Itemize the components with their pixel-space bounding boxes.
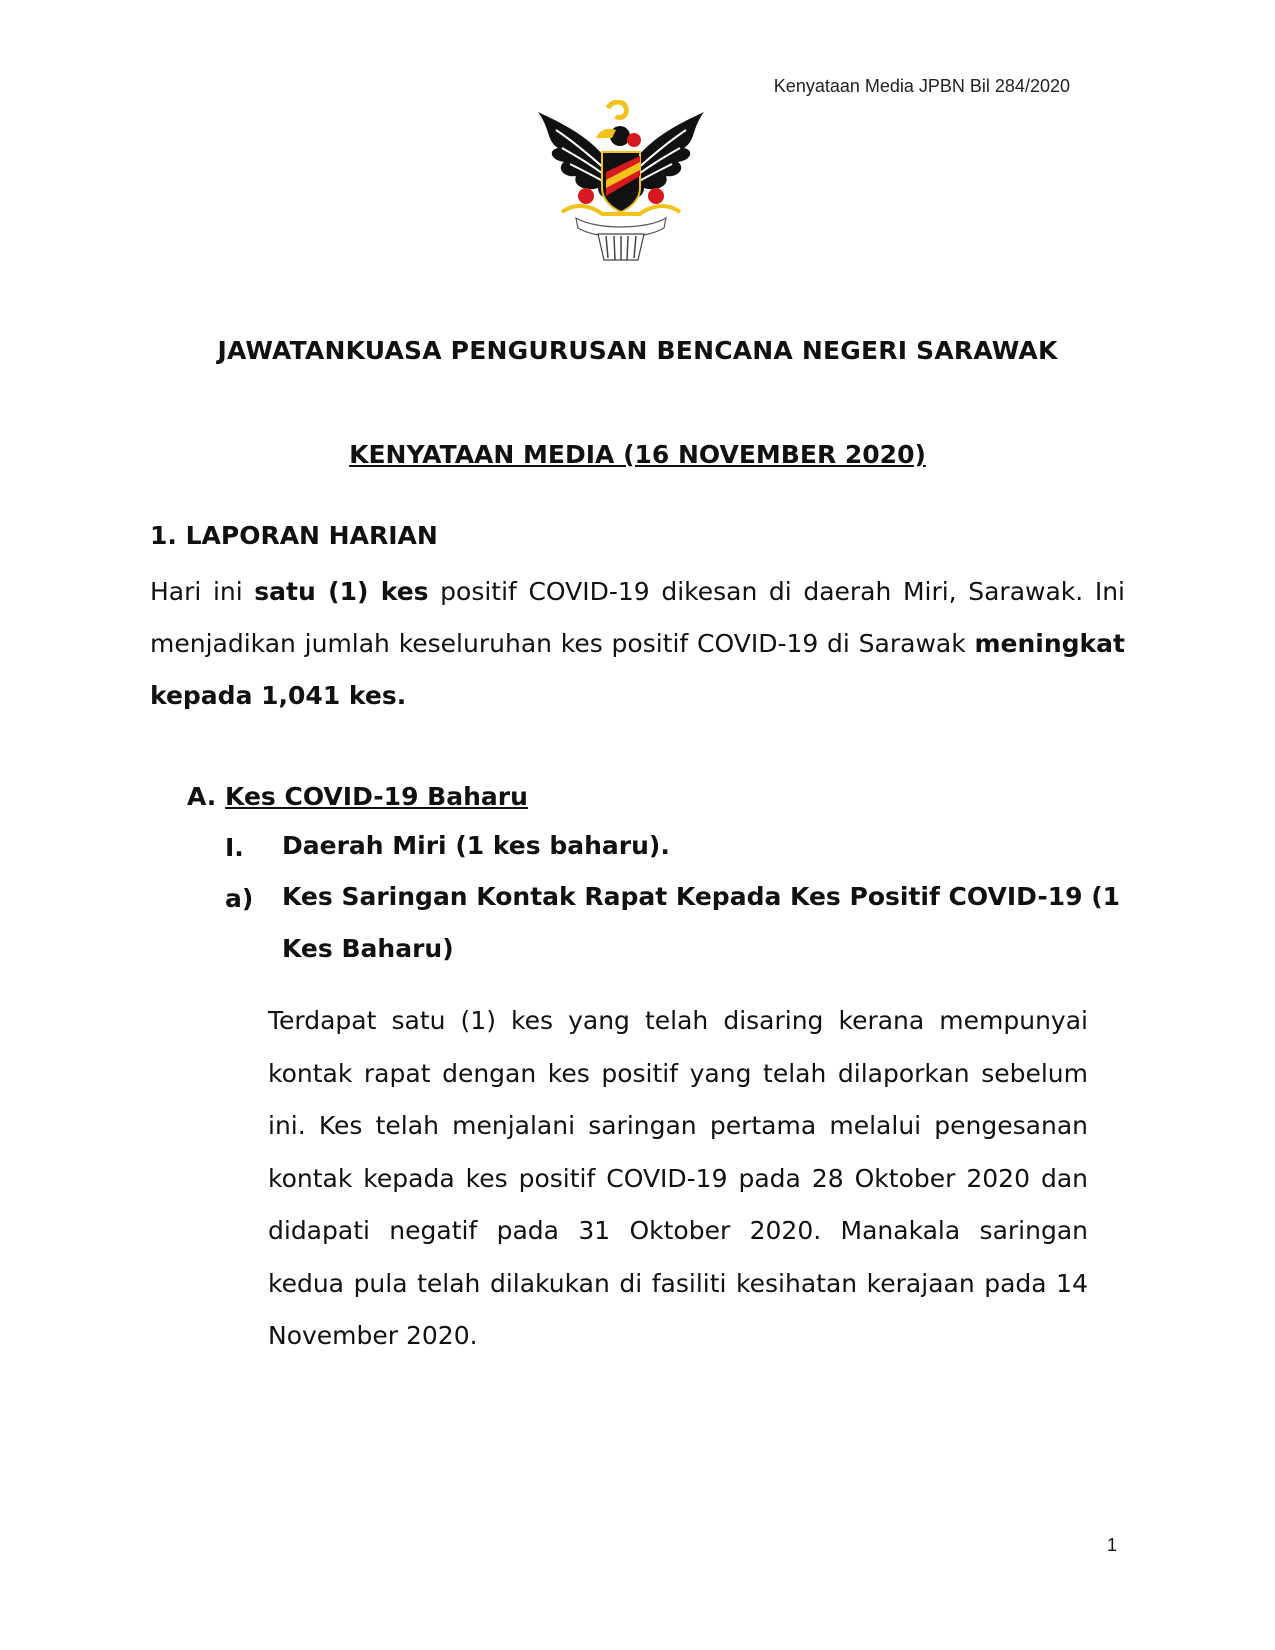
subsection-title: Kes COVID-19 Baharu <box>225 782 528 811</box>
case-detail-paragraph: Terdapat satu (1) kes yang telah disaring kerana mempunyai kontak rapat dengan kes positif yang telah dilaporkan sebelum ini. Kes telah menjalani saringan pertama melalui pengesanan kontak kepada kes positif COVID-19 pada 28 Oktober 2020 dan didapati negatif pada 31 Oktober 2020. Manakala saringan kedua pula telah dilakukan di fasiliti kesihatan kerajaan pada 14 November 2020. <box>268 1006 1088 1350</box>
list-item-number: a) <box>225 884 254 913</box>
organization-title: JAWATANKUASA PENGURUSAN BENCANA NEGERI SARAWAK <box>217 336 1058 365</box>
sarawak-coat-of-arms-icon <box>536 100 706 270</box>
daily-report-paragraph <box>150 566 1125 722</box>
paragraph-intro-text: Hari ini <box>150 577 255 606</box>
document-title: KENYATAAN MEDIA (16 NOVEMBER 2020) <box>349 440 926 469</box>
list-item-text: Daerah Miri (1 kes baharu). <box>282 831 670 860</box>
subsection-label: A. <box>187 782 217 811</box>
document-reference: Kenyataan Media JPBN Bil 284/2020 <box>773 76 1070 96</box>
total-case-count-text: meningkat kepada 1,041 kes. <box>150 629 1125 710</box>
list-item-number: I. <box>225 833 244 862</box>
new-case-count-text: satu (1) kes <box>254 577 429 606</box>
page-number: 1 <box>1106 1535 1117 1555</box>
list-item-text: Kes Saringan Kontak Rapat Kepada Kes Positif COVID-19 (1 Kes Baharu) <box>282 882 1121 963</box>
section-heading-laporan-harian: 1. LAPORAN HARIAN <box>150 521 438 550</box>
subsection-heading-new-cases <box>187 782 528 811</box>
paragraph-middle-text: positif COVID-19 dikesan di daerah Miri, Sarawak. Ini menjadikan jumlah keseluruhan kes positif COVID-19 di Sarawak <box>150 577 1125 658</box>
